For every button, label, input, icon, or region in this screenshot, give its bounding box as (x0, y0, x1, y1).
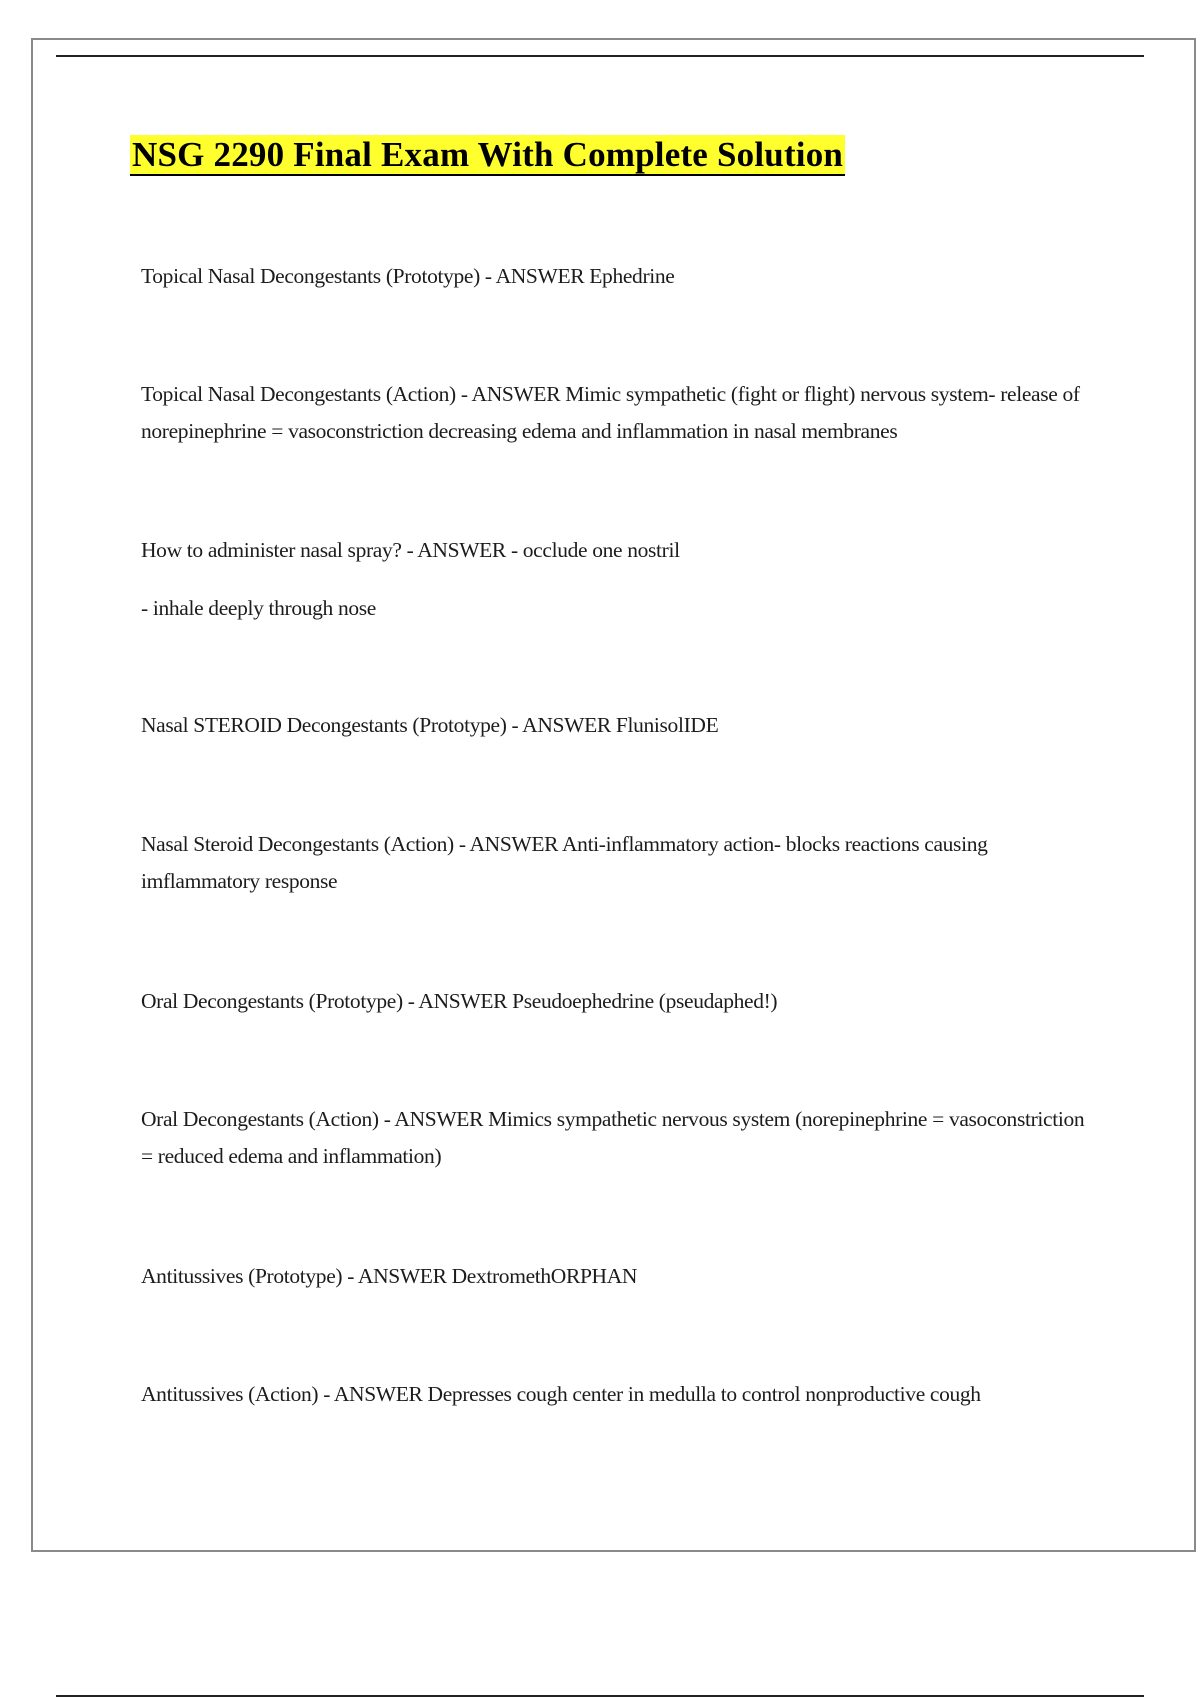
document-title (130, 134, 845, 176)
qa-entry-nasal-spray-step: - inhale deeply through nose (141, 596, 376, 620)
qa-entry-oral-action: Oral Decongestants (Action) - ANSWER Mimics sympathetic nervous system (norepinephrine = vasoconstriction = reduced edema and inflammation) (141, 1107, 1085, 1168)
bottom-rule (56, 1695, 1144, 1697)
qa-entry-antitussive-prototype: Antitussives (Prototype) - ANSWER DextromethORPHAN (141, 1264, 638, 1288)
qa-entry-antitussive-action: Antitussives (Action) - ANSWER Depresses cough center in medulla to control nonproductive cough (141, 1382, 981, 1406)
qa-entry-nasal-spray: How to administer nasal spray? - ANSWER - occlude one nostril (141, 538, 680, 562)
top-rule (56, 55, 1144, 57)
document-title-text: NSG 2290 Final Exam With Complete Solution (132, 135, 844, 174)
qa-entry-topical-prototype: Topical Nasal Decongestants (Prototype) - ANSWER Ephedrine (141, 264, 675, 288)
qa-entry-topical-action: Topical Nasal Decongestants (Action) - ANSWER Mimic sympathetic (fight or flight) nervous system- release of norepinephrine = vasoconstriction decreasing edema and inflammation in nasal membranes (141, 382, 1080, 443)
qa-entry-oral-prototype: Oral Decongestants (Prototype) - ANSWER Pseudoephedrine (pseudaphed!) (141, 989, 778, 1013)
qa-entry-steroid-action: Nasal Steroid Decongestants (Action) - ANSWER Anti-inflammatory action- blocks reactions causing imflammatory response (141, 832, 988, 893)
qa-entry-steroid-prototype: Nasal STEROID Decongestants (Prototype) - ANSWER FlunisolIDE (141, 713, 719, 737)
